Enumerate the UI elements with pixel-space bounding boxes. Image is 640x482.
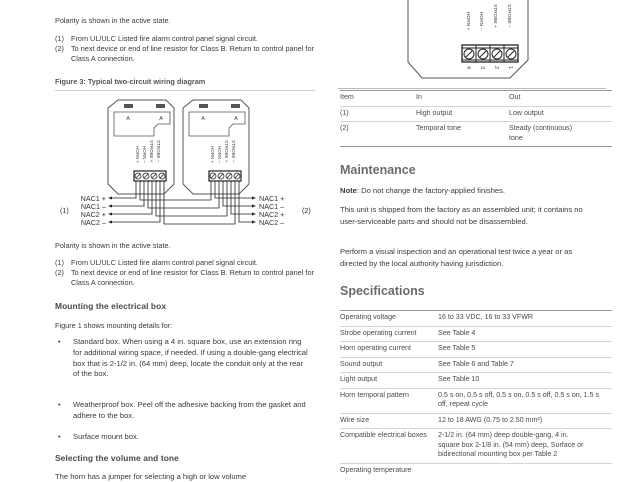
- table-cell: Temporal tone: [416, 124, 461, 132]
- terminal-label: HORN +: [210, 146, 215, 164]
- spec-value: See Table 5: [438, 344, 476, 352]
- wire-label-right: NAC2 –: [259, 218, 285, 227]
- maintenance-paragraph: This unit is shipped from the factory as an assembled unit; it contains no user-serviceable parts and should not be disassembled.: [340, 205, 583, 226]
- column-header: Item: [340, 93, 354, 101]
- jumper-label: A: [234, 116, 238, 122]
- notes-list-top: [55, 34, 330, 64]
- spec-value: See Table 6 and Table 7: [438, 359, 514, 368]
- note-text: To next device or end of line resistor for Class B. Return to control panel for Class A connection.: [71, 44, 314, 63]
- spec-row: [340, 342, 612, 358]
- jumper-label: A: [159, 116, 163, 122]
- note-text: : Do not change the factory-applied finishes.: [356, 186, 506, 195]
- spec-row: [340, 413, 612, 429]
- terminal-diagram: [400, 0, 540, 82]
- specifications-heading: Specifications: [340, 284, 425, 298]
- mounting-heading: Mounting the electrical box: [55, 301, 167, 311]
- spec-label: Operating voltage: [340, 313, 396, 321]
- maintenance-note: [340, 186, 505, 196]
- mounting-intro: Figure 1 shows mounting details for:: [55, 321, 173, 330]
- table-header-row: [340, 91, 612, 107]
- ref-left: (1): [60, 206, 69, 215]
- terminal-label: STROBE +: [492, 4, 497, 28]
- jumper-table: [340, 90, 612, 147]
- specifications-table: [340, 310, 612, 478]
- wire-label-right: NAC2 +: [259, 210, 285, 219]
- spec-value: 2-1/2 in. (64 mm) deep double-gang, 4 in. square box 2-1/8 in. (54 mm) deep, Surface or bidirectional mounting box per Table 2: [438, 431, 584, 458]
- table-cell: Steady (continuous) tone: [509, 124, 573, 142]
- wire-label-left: NAC1 –: [80, 202, 106, 211]
- spec-row: [340, 373, 612, 389]
- wire-label-left: NAC1 +: [80, 194, 106, 203]
- mounting-bullet: [55, 400, 330, 422]
- volume-text: The horn has a jumper for selecting a high or low volume: [55, 472, 247, 481]
- terminal-block: [209, 171, 241, 181]
- figure-3-caption: Figure 3: Typical two-circuit wiring diagram: [55, 77, 206, 86]
- note-item: [55, 258, 330, 268]
- column-header: Out: [509, 93, 521, 101]
- terminal-block: [134, 171, 166, 181]
- mounting-bullet: [55, 337, 330, 380]
- spec-label: Compatible electrical boxes: [340, 431, 427, 439]
- table-cell: High output: [416, 108, 453, 117]
- jumper-block: [231, 104, 240, 108]
- bullet-icon: •: [58, 400, 61, 409]
- note-number: (1): [55, 34, 64, 43]
- notes-list: [55, 258, 330, 288]
- note-label: Note: [340, 186, 357, 195]
- spec-label: Horn operating current: [340, 344, 411, 352]
- note-number: (1): [55, 258, 64, 267]
- polarity-note-top: Polarity is shown in the active state.: [55, 16, 171, 25]
- bullet-icon: •: [58, 337, 61, 346]
- terminal-number: 4: [465, 66, 471, 70]
- spec-label: Light output: [340, 375, 378, 383]
- spec-row: [340, 463, 612, 478]
- terminal-number: 3: [479, 66, 485, 70]
- figure-divider: [338, 88, 606, 89]
- spec-value: 0.5 s on, 0.5 s off, 0.5 s on, 0.5 s off, 0.5 s on, 1.5 s off, repeat cycle: [438, 390, 600, 408]
- bullet-icon: •: [58, 432, 61, 441]
- spec-row: [340, 311, 612, 327]
- table-row: [340, 106, 612, 122]
- spec-label: Operating temperature: [340, 465, 412, 474]
- terminal-label: STROBE –: [156, 140, 161, 163]
- wire-label-left: NAC2 +: [80, 210, 106, 219]
- terminal-label: HORN +: [135, 146, 140, 164]
- terminal-label: HORN –: [217, 146, 222, 164]
- table-cell: Low output: [509, 108, 544, 117]
- wire-label-right: NAC1 –: [259, 202, 285, 211]
- terminal-label: STROBE –: [231, 140, 236, 163]
- ref-right: (2): [302, 206, 311, 215]
- spec-label: Sound output: [340, 359, 383, 368]
- spec-row: [340, 429, 612, 464]
- jumper-block: [124, 104, 133, 108]
- note-number: (2): [55, 44, 64, 53]
- figure-3-wiring-diagram: [40, 92, 330, 237]
- caption-divider: [55, 90, 315, 91]
- spec-row: [340, 326, 612, 342]
- note-item: [55, 268, 330, 288]
- jumper-label: A: [201, 116, 205, 122]
- note-number: (2): [55, 268, 64, 277]
- wire-label-left: NAC2 –: [80, 218, 106, 227]
- jumper-block: [199, 104, 208, 108]
- jumper-block: [156, 104, 165, 108]
- note-text: From UL/ULC Listed fire alarm control panel signal circuit.: [71, 258, 258, 267]
- spec-value: 16 to 33 VDC, 16 to 33 VFWR: [438, 313, 534, 321]
- spec-value: [438, 463, 612, 478]
- spec-label: Horn temporal pattern: [340, 390, 410, 399]
- note-item: [55, 34, 330, 44]
- table-cell: (1): [340, 108, 349, 117]
- maintenance-heading: Maintenance: [340, 163, 416, 177]
- terminal-number: 1: [507, 66, 513, 70]
- maintenance-paragraph: Perform a visual inspection and an operational test twice a year or as directed by the local authority having jurisdiction.: [340, 247, 573, 268]
- terminal-number: 2: [493, 66, 499, 70]
- wire-label-right: NAC1 +: [259, 194, 285, 203]
- device-right: [183, 100, 249, 194]
- polarity-note: Polarity is shown in the active state.: [55, 241, 171, 250]
- terminal-label: STROBE +: [149, 140, 154, 163]
- device-left: [108, 100, 174, 194]
- terminal-label: HORN –: [142, 146, 147, 164]
- bullet-text: Surface mount box.: [73, 432, 139, 441]
- mounting-bullet: [55, 432, 330, 443]
- spec-row: [340, 388, 612, 413]
- terminal-label: HORN –: [478, 12, 483, 31]
- table-row: [340, 122, 612, 147]
- terminal-label: HORN +: [465, 12, 470, 31]
- table-cell: (2): [340, 124, 349, 132]
- spec-row: [340, 357, 612, 373]
- note-text: From UL/ULC Listed fire alarm control panel signal circuit.: [71, 34, 258, 43]
- volume-heading: Selecting the volume and tone: [55, 453, 179, 463]
- spec-value: 12 to 18 AWG (0.75 to 2.50 mm²): [438, 415, 543, 424]
- note-item: [55, 44, 330, 64]
- bullet-text: Weatherproof box. Peel off the adhesive backing from the gasket and adhere to the box.: [73, 400, 306, 420]
- jumper-label: A: [126, 116, 130, 122]
- spec-label: Wire size: [340, 415, 370, 424]
- column-header: In: [416, 93, 422, 101]
- note-text: To next device or end of line resistor for Class B. Return to control panel for Class A connection.: [71, 268, 314, 287]
- bullet-text: Standard box. When using a 4 in. square box, use an extension ring for additional wiring space, if needed. If using a double-gang electrical box that is 2-1/2 in. (64 mm) deep, locate the conduit only at the rear of the box.: [73, 337, 308, 379]
- terminal-label: STROBE +: [224, 140, 229, 163]
- spec-value: See Table 10: [438, 375, 480, 383]
- terminal-label: STROBE –: [506, 4, 511, 28]
- spec-value: See Table 4: [438, 328, 476, 337]
- spec-label: Strobe operating current: [340, 328, 417, 337]
